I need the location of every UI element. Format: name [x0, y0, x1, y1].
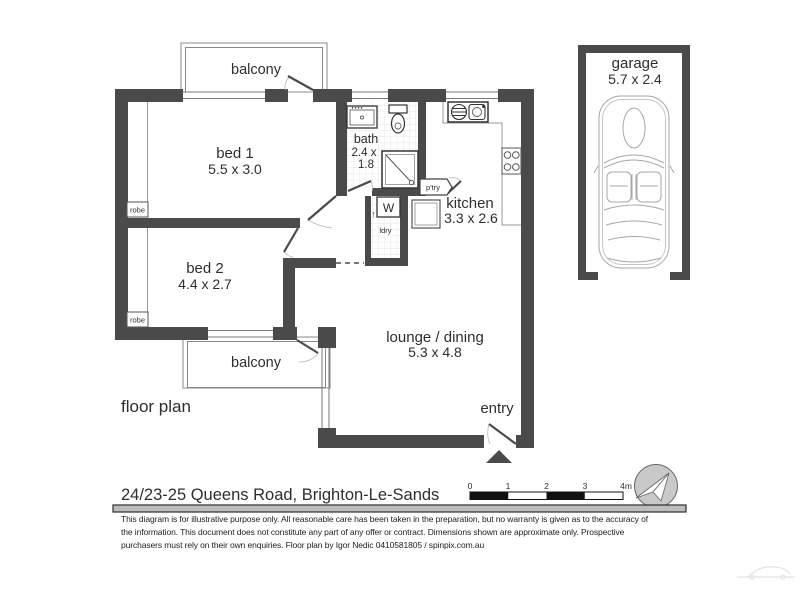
bed1-dims: 5.5 x 3.0 — [208, 161, 262, 177]
bed2-dims: 4.4 x 2.7 — [178, 276, 232, 292]
bath-dims-line2: 1.8 — [358, 159, 374, 171]
bed2-label: bed 2 — [186, 260, 224, 277]
lounge-dims: 5.3 x 4.8 — [408, 344, 462, 360]
washing-machine-icon — [377, 197, 400, 217]
cooktop-icon — [502, 148, 521, 174]
divider-bar — [113, 505, 686, 512]
scale-bar — [468, 481, 632, 500]
car-icon — [594, 96, 674, 268]
garage-label: garage — [611, 55, 659, 72]
robe-bed1-label: robe — [129, 205, 146, 215]
bath-label: bath — [353, 132, 379, 146]
fridge-icon — [412, 200, 440, 228]
scale-label-1: 1 — [505, 481, 511, 491]
disclaimer — [121, 514, 649, 550]
scale-label-0: 0 — [467, 481, 473, 491]
kitchen-sink-icon — [448, 102, 488, 122]
entry-arrow-icon — [486, 450, 512, 463]
vanity-sink-icon — [347, 106, 377, 128]
disclaimer-line3: purchasers must rely on their own enquiries. Floor plan by Igor Nedic 0410581805 / spinpix.com.au — [121, 540, 485, 550]
balcony-bottom-label: balcony — [231, 355, 281, 371]
kitchen-dims: 3.3 x 2.6 — [444, 210, 498, 226]
scale-label-3: 3 — [582, 481, 588, 491]
scale-label-2: 2 — [544, 481, 549, 491]
balcony-top-label: balcony — [231, 62, 281, 78]
kitchen-label: kitchen — [446, 195, 494, 212]
robe-bed1 — [127, 102, 148, 217]
pantry-box — [420, 179, 452, 195]
shower-icon — [382, 151, 418, 188]
address: 24/23-25 Queens Road, Brighton-Le-Sands — [121, 486, 440, 504]
direction-arrow: ↑ — [371, 209, 376, 219]
washer-letter: W — [382, 201, 395, 215]
disclaimer-line2: the information. This document does not constitute any part of any offer or contract. Dimensions shown are approximate only. Prospective — [121, 527, 625, 537]
watermark-logo-icon — [737, 567, 795, 579]
laundry-label: ldry — [379, 226, 392, 235]
disclaimer-line1: This diagram is for illustrative purpose only. All reasonable care has been taken in the preparation, but no warranty is given as to the accuracy of — [121, 514, 648, 524]
robe-bed2-label: robe — [129, 315, 146, 325]
lounge-label: lounge / dining — [386, 329, 484, 346]
garage-dims: 5.7 x 2.4 — [608, 71, 662, 87]
bed1-label: bed 1 — [216, 145, 254, 162]
entry-label: entry — [480, 400, 514, 417]
pantry-label: p'try — [426, 183, 440, 192]
bath-dims-line1: 2.4 x — [351, 147, 377, 159]
scale-label-4m: 4m — [620, 481, 632, 491]
robe-bed2 — [127, 228, 148, 327]
compass-icon — [635, 465, 678, 508]
page-title: floor plan — [121, 397, 191, 416]
